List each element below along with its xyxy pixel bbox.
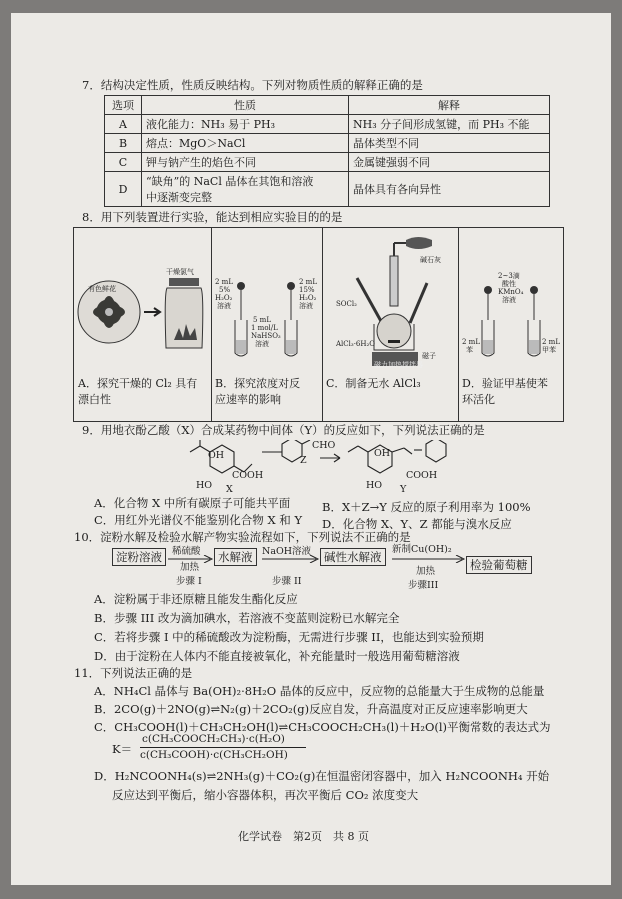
flow-box-test-glucose: 检验葡萄糖 [466,556,532,574]
panel-b-caption [215,376,300,408]
q10-option-b: B．步骤 III 改为滴加碘水，若溶液不变蓝则淀粉已水解完全 [94,611,400,625]
explanation-cell: NH₃ 分子间形成氢键，而 PH₃ 不能 [349,115,550,134]
label-stir-bar: 磁子 [422,352,436,360]
option-letter: A [105,115,142,134]
option-letter: B [105,134,142,153]
label: 2 mL [299,278,317,286]
caption-line: C．制备无水 AlCl₃ [326,377,421,390]
label-cooh-y: COOH [406,470,438,481]
k-expression-label: K＝ [112,742,133,756]
k-numerator: c(CH₃COOCH₂CH₃)·c(H₂O) [142,733,285,745]
q11-option-d-line2: 反应达到平衡后，缩小容器体积，再次平衡后 CO₂ 浓度变大 [112,788,419,802]
caption-line: A．探究干燥的 Cl₂ 具有 [78,377,198,390]
label: 1 mol/L [251,324,278,332]
flow-box-alkaline-hydrolysate: 碱性水解液 [320,548,386,566]
label: 2~3滴 [498,272,520,280]
q11-option-b: B．2CO(g)＋2NO(g)⇌N₂(g)＋2CO₂(g)反应自发，升高温度对正反应速率影响更大 [94,702,528,716]
flow-step-1: 步骤 I [176,576,202,587]
label: 2 mL [215,278,233,286]
q7-stem: 7．结构决定性质，性质反映结构。下列对物质性质的解释正确的是 [82,78,423,92]
q9-option-c: C．用红外光谱仪不能鉴别化合物 X 和 Y [94,513,303,527]
label: 溶液 [217,302,231,310]
q11-option-c: C．CH₃COOH(l)＋CH₃CH₂OH(l)⇌CH₃COOCH₂CH₃(l)＋H₂O(l)平衡常数的表达式为 [94,720,551,734]
label: 2 mL [462,338,480,346]
q10-option-d: D．由于淀粉在人体内不能直接被氧化，补充能量时一般选用葡萄糖溶液 [94,649,460,663]
caption-line: 环活化 [462,393,495,406]
label-dry-chlorine: 干燥氯气 [166,268,194,276]
panel-a-caption [78,376,197,408]
label-cooh-x: COOH [232,470,264,481]
q9-option-a: A．化合物 X 中所有碳原子可能共平面 [94,496,291,510]
flow-box-hydrolysate: 水解液 [214,548,257,566]
label-flower: 有色鲜花 [88,285,116,293]
q11-option-a: A．NH₄Cl 晶体与 Ba(OH)₂·8H₂O 晶体的反应中，反应物的总能量大于生成物的总能量 [94,684,545,698]
flow-reagent-1: 稀硫酸 [172,546,201,557]
q9-stem: 9．用地衣酚乙酸（X）合成某药物中间体（Y）的反应如下，下列说法正确的是 [82,423,485,437]
label-alcl3-hydrate: AlCl₃·6H₂O [336,340,376,348]
caption-line: B．探究浓度对反 [215,377,301,390]
panel-a [74,228,212,421]
label: H₂O₂ [299,294,317,302]
property-line: “缺角”的 NaCl 晶体在其饱和溶液 [146,175,314,188]
col-explanation: 解释 [349,96,550,115]
label: 5% [219,286,231,294]
flow-arrow-2 [262,555,320,563]
caption-line: D．验证甲基使苯 [462,377,548,390]
label-ho-y: HO [366,480,383,491]
label-cho: CHO [312,440,336,451]
label-x: X [226,484,233,495]
property-line: 中逐渐变完整 [146,191,212,204]
q8-stem: 8．用下列装置进行实验，能达到相应实验目的的是 [82,210,343,224]
label-oh-y: OH [374,448,391,459]
label-magnetic-stirrer: 磁力加热搅拌器 [374,361,423,369]
option-letter: C [105,153,142,172]
explanation-cell: 晶体类型不同 [349,134,550,153]
explanation-cell: 晶体具有各向异性 [349,172,550,207]
k-denominator: c(CH₃COOH)·c(CH₃CH₂OH) [140,749,288,761]
property-cell: 熔点：MgO＞NaCl [142,134,349,153]
flow-condition-1: 加热 [180,562,200,573]
label: H₂O₂ [215,294,233,302]
table-header-row [105,96,550,115]
col-property: 性质 [142,96,349,115]
flow-reagent-3: 新制Cu(OH)₂ [392,544,452,555]
label-z: Z [300,455,307,466]
q11-stem: 11．下列说法正确的是 [74,666,193,680]
table-row [105,115,550,134]
flow-arrow-3 [392,555,466,563]
q10-option-a: A．淀粉属于非还原糖且能发生酯化反应 [94,592,298,606]
caption-line: 应速率的影响 [215,393,281,406]
flow-reagent-2: NaOH溶液 [262,546,312,557]
label: 15% [299,286,315,294]
flow-box-starch: 淀粉溶液 [112,548,166,566]
flow-step-3: 步骤III [408,580,439,591]
label: 溶液 [502,296,516,304]
q8-apparatus-panels [73,227,564,422]
property-cell [142,172,349,207]
panel-d [458,228,563,421]
label-oh-x: OH [208,450,225,461]
option-letter: D [105,172,142,207]
label: 甲苯 [542,346,556,354]
flow-condition-3: 加热 [416,566,436,577]
label-socl2: SOCl₂ [336,300,357,308]
panel-c [322,228,459,421]
flower-apparatus-drawing [74,228,211,368]
table-row [105,172,550,207]
q9-option-b: B．X＋Z→Y 反应的原子利用率为 100% [322,500,531,514]
page-footer: 化学试卷 第2页 共 8 页 [238,830,369,843]
table-row [105,153,550,172]
label: 酸性 [502,280,516,288]
table-row [105,134,550,153]
panel-c-caption [326,376,421,392]
fraction-bar [140,747,306,748]
q7-table [104,95,550,207]
label-soda-lime: 碱石灰 [420,256,441,264]
label-y: Y [400,484,407,495]
label: NaHSO₃ [251,332,281,340]
explanation-cell: 金属键强弱不同 [349,153,550,172]
panel-d-caption [462,376,548,408]
panel-b [211,228,323,421]
flow-step-2: 步骤 II [272,576,302,587]
label: 苯 [466,346,473,354]
property-cell: 钾与钠产生的焰色不同 [142,153,349,172]
col-option: 选项 [105,96,142,115]
caption-line: 漂白性 [78,393,111,406]
q11-option-d-line1: D．H₂NCOONH₄(s)⇌2NH₃(g)＋CO₂(g)在恒温密闭容器中，加入 H₂NCOONH₄ 开始 [94,769,550,783]
label: 2 mL [542,338,560,346]
property-cell: 液化能力：NH₃ 易于 PH₃ [142,115,349,134]
label: 溶液 [255,340,269,348]
label: KMnO₄ [498,288,524,296]
q10-option-c: C．若将步骤 I 中的稀硫酸改为淀粉酶，无需进行步骤 II，也能达到实验预期 [94,630,484,644]
label: 5 mL [253,316,271,324]
label-ho-x: HO [196,480,213,491]
q10-stem: 10．淀粉水解及检验水解产物实验流程如下，下列说法不正确的是 [74,530,411,544]
label: 溶液 [299,302,313,310]
q9-option-d: D．化合物 X、Y、Z 都能与溴水反应 [322,517,512,531]
